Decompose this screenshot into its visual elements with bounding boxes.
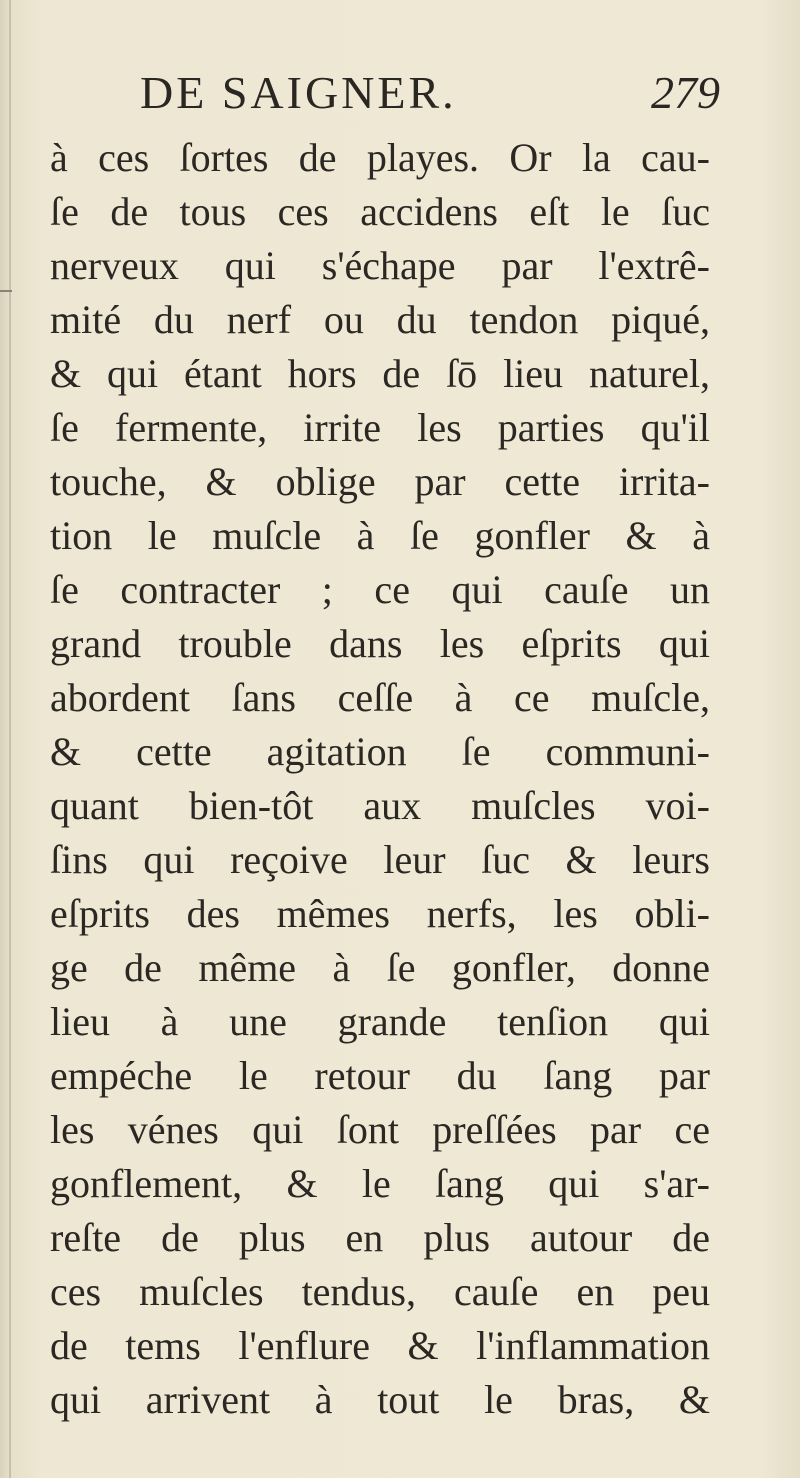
text-line: ſins qui reçoive leur ſuc & leurs xyxy=(50,837,710,882)
text-line: de tems l'enflure & l'inflammation xyxy=(50,1323,710,1368)
gutter-mark xyxy=(0,290,12,292)
text-line: eſprits des mêmes nerfs, les obli- xyxy=(50,891,710,936)
text-line: ces muſcles tendus, cauſe en peu xyxy=(50,1269,710,1314)
text-line: & cette agitation ſe communi- xyxy=(50,729,710,774)
text-line: à ces ſortes de playes. Or la cau- xyxy=(50,135,710,180)
text-line: empéche le retour du ſang par xyxy=(50,1053,710,1098)
text-line: touche, & oblige par cette irrita- xyxy=(50,459,710,504)
text-line: abordent ſans ceſſe à ce muſcle, xyxy=(50,675,710,720)
text-line: gonflement, & le ſang qui s'ar- xyxy=(50,1161,710,1206)
text-line: mité du nerf ou du tendon piqué, xyxy=(50,297,710,342)
page-header xyxy=(140,66,720,126)
body-text xyxy=(50,131,710,1427)
text-line: grand trouble dans les eſprits qui xyxy=(50,621,710,666)
text-line: quant bien-tôt aux muſcles voi- xyxy=(50,783,710,828)
text-line: ſe fermente, irrite les parties qu'il xyxy=(50,405,710,450)
text-line: lieu à une grande tenſion qui xyxy=(50,999,710,1044)
text-line: ſe de tous ces accidens eſt le ſuc xyxy=(50,189,710,234)
text-line: & qui étant hors de ſō lieu naturel, xyxy=(50,351,710,396)
text-line: reſte de plus en plus autour de xyxy=(50,1215,710,1260)
text-line: les vénes qui ſont preſſées par ce xyxy=(50,1107,710,1152)
running-title: DE SAIGNER. xyxy=(140,67,457,118)
text-line: tion le muſcle à ſe gonfler & à xyxy=(50,513,710,558)
text-line: ſe contracter ; ce qui cauſe un xyxy=(50,567,710,612)
page-gutter-edge xyxy=(9,0,11,1478)
text-line: nerveux qui s'échape par l'extrê- xyxy=(50,243,710,288)
page-number: 279 xyxy=(651,67,720,118)
text-line: qui arrivent à tout le bras, & xyxy=(50,1377,710,1422)
text-line: ge de même à ſe gonfler, donne xyxy=(50,945,710,990)
